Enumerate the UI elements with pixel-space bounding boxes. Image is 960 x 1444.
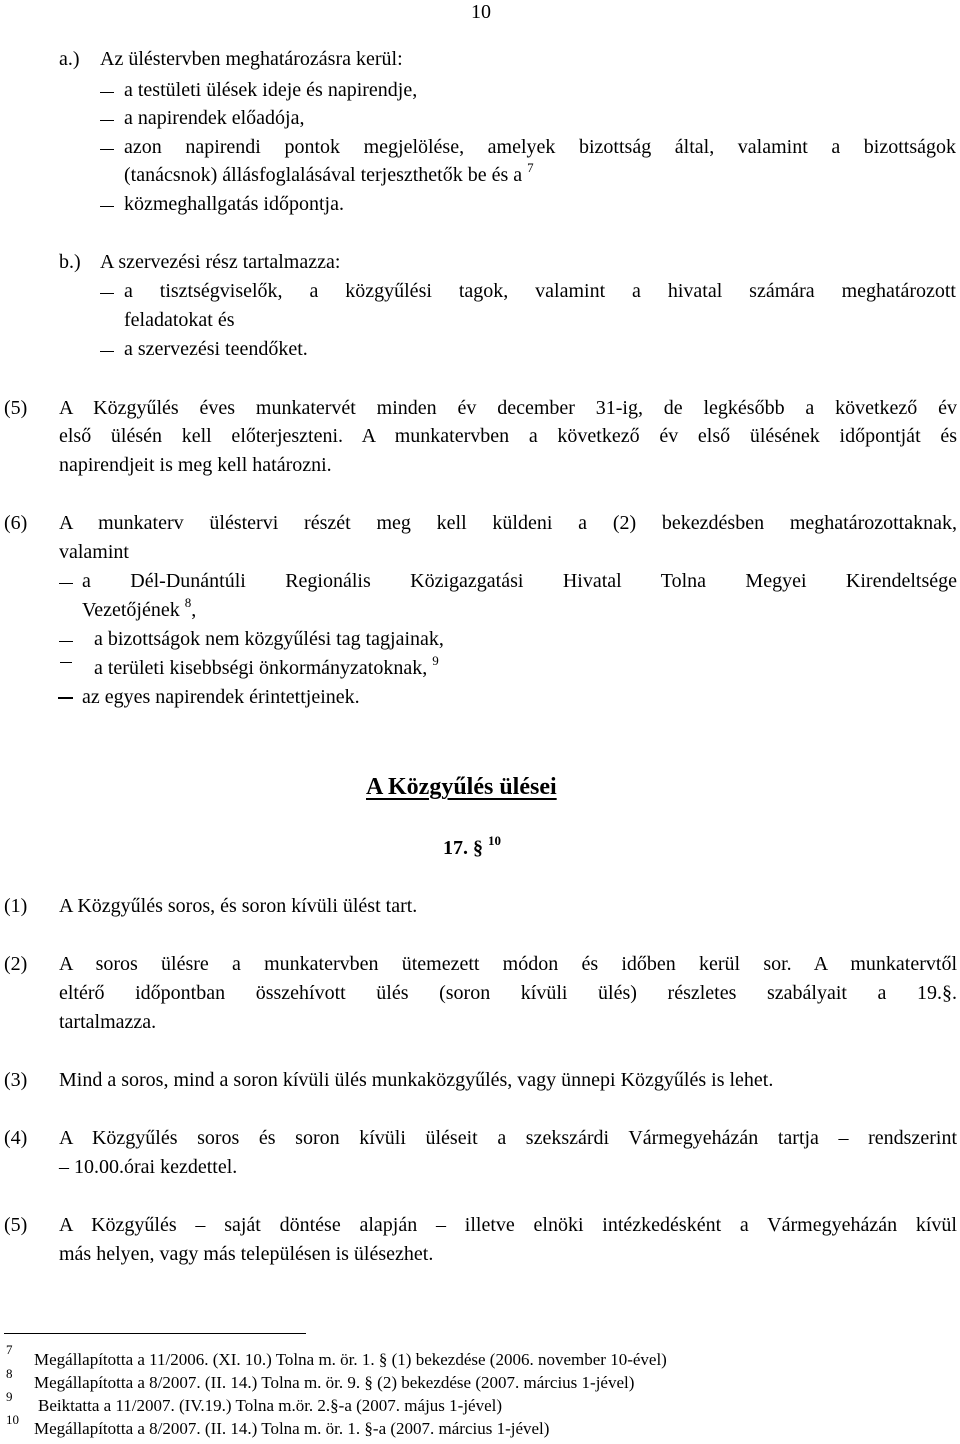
rule-4-label: (4) xyxy=(4,1127,28,1149)
para-6-item: Vezetőjének $^8$, xyxy=(82,595,197,621)
para-6-line: A munkaterv üléstervi részét meg kell küldeni a (2) bekezdésben meghatározottaknak, xyxy=(59,512,957,534)
para-6-item-text: Vezetőjének xyxy=(82,599,180,621)
rule-5-line: más helyen, vagy más településen is ülésezhet. xyxy=(59,1243,434,1265)
rule-3-label: (3) xyxy=(4,1069,28,1091)
para-5-line: A Közgyűlés éves munkatervét minden év december 31-ig, de legkésőbb a következő év xyxy=(59,397,957,419)
section-a-item: közmeghallgatás időpontja. xyxy=(124,193,344,215)
section-a-label: a.) xyxy=(59,48,80,70)
section-number xyxy=(443,833,501,859)
section-sign: § xyxy=(473,837,483,859)
bullet-dash xyxy=(100,206,114,207)
section-b-label: b.) xyxy=(59,251,81,273)
rule-2-label: (2) xyxy=(4,953,28,975)
bullet-dash xyxy=(59,583,73,584)
rule-2-line: tartalmazza. xyxy=(59,1011,157,1033)
page-number: 10 xyxy=(471,1,491,23)
para-5-label: (5) xyxy=(4,397,28,419)
bullet-dash xyxy=(100,351,114,352)
footnote-number: 10 xyxy=(6,1412,19,1427)
section-a-item-text: (tanácsnok) állásfoglalásával terjeszthetők be és a xyxy=(124,164,523,186)
para-5-line: napirendjeit is meg kell határozni. xyxy=(59,454,332,476)
bullet-dash xyxy=(100,293,114,294)
section-a-item: a napirendek előadója, xyxy=(124,107,305,129)
section-b-item: feladatokat és xyxy=(124,309,235,331)
rule-5-line: A Közgyűlés – saját döntése alapján – illetve elnöki intézkedésként a Vármegyeházán kívül xyxy=(59,1214,957,1236)
bullet-dash xyxy=(100,149,114,150)
section-b-intro: A szervezési rész tartalmazza: xyxy=(100,251,341,273)
footnote-ref-10: 10 xyxy=(488,833,501,848)
footnote-text: Megállapította a 8/2007. (II. 14.) Tolna m. ör. 9. § (2) bekezdése (2007. március 1-jével) xyxy=(34,1373,635,1392)
section-a-intro: Az üléstervben meghatározásra kerül: xyxy=(100,48,403,70)
para-6-label: (6) xyxy=(4,512,28,534)
bullet-dash xyxy=(100,92,114,93)
para-5-line: első ülésén kell előterjeszteni. A munkatervben a következő év első ülésének időpontját és xyxy=(59,425,957,447)
footnote-ref-8: 8 xyxy=(184,595,192,610)
bullet-dash xyxy=(60,662,72,663)
rule-5-label: (5) xyxy=(4,1214,28,1236)
bullet-dash xyxy=(100,120,114,121)
para-6-item: a bizottságok nem közgyűlési tag tagjainak, xyxy=(94,628,444,650)
footnote-text: Megállapította a 8/2007. (II. 14.) Tolna m. ör. 1. §-a (2007. március 1-jével) xyxy=(34,1419,550,1438)
para-6-line: valamint xyxy=(59,541,129,563)
footnote-text: Beiktatta a 11/2007. (IV.19.) Tolna m.ör. 2.§-a (2007. május 1-jével) xyxy=(38,1396,503,1415)
rule-4-line: – 10.00.órai kezdettel. xyxy=(59,1156,238,1178)
rule-1-label: (1) xyxy=(4,895,28,917)
para-6-item-text: a területi kisebbségi önkormányzatoknak, xyxy=(94,657,428,679)
footnote-number: 7 xyxy=(6,1342,13,1357)
rule-4-line: A Közgyűlés soros és soron kívüli üléseit a szekszárdi Vármegyeházán tartja – rendszerint xyxy=(59,1127,957,1149)
rule-3-line: Mind a soros, mind a soron kívüli ülés munkaközgyűlés, vagy ünnepi Közgyűlés is lehet. xyxy=(59,1069,774,1091)
section-a-item xyxy=(124,160,534,186)
section-a-item: a testületi ülések ideje és napirendje, xyxy=(124,79,418,101)
footnote-ref-9: 9 xyxy=(432,653,439,668)
rule-2-line: A soros ülésre a munkatervben ütemezett módon és időben kerül sor. A munkatervtől xyxy=(59,953,957,975)
footnote-number: 8 xyxy=(6,1366,13,1381)
rule-2-line: eltérő időpontban összehívott ülés (soron kívüli ülés) részletes szabályait a 19.§. xyxy=(59,982,957,1004)
rule-1-line: A Közgyűlés soros, és soron kívüli ülést tart. xyxy=(59,895,418,917)
section-heading: A Közgyűlés ülései xyxy=(366,774,557,800)
footnote-separator xyxy=(4,1333,306,1334)
section-b-item: a szervezési teendőket. xyxy=(124,338,308,360)
para-6-item xyxy=(94,653,439,679)
footnote-ref-7: 7 xyxy=(527,160,534,175)
bullet-dash xyxy=(59,641,73,642)
footnote-text: Megállapította a 11/2006. (XI. 10.) Tolna m. ör. 1. § (1) bekezdése (2006. november 10-ével) xyxy=(34,1350,667,1369)
bullet-dash xyxy=(58,697,73,699)
section-a-item: azon napirendi pontok megjelölése, amelyek bizottság által, valamint a bizottságok xyxy=(124,136,956,158)
para-6-item: a Dél-Dunántúli Regionális Közigazgatási Hivatal Tolna Megyei Kirendeltsége xyxy=(82,570,957,592)
section-b-item: a tisztségviselők, a közgyűlési tagok, valamint a hivatal számára meghatározott xyxy=(124,280,956,302)
section-number-text: 17. xyxy=(443,837,468,859)
footnote-number: 9 xyxy=(6,1389,13,1404)
para-6-item: az egyes napirendek érintettjeinek. xyxy=(82,686,360,708)
